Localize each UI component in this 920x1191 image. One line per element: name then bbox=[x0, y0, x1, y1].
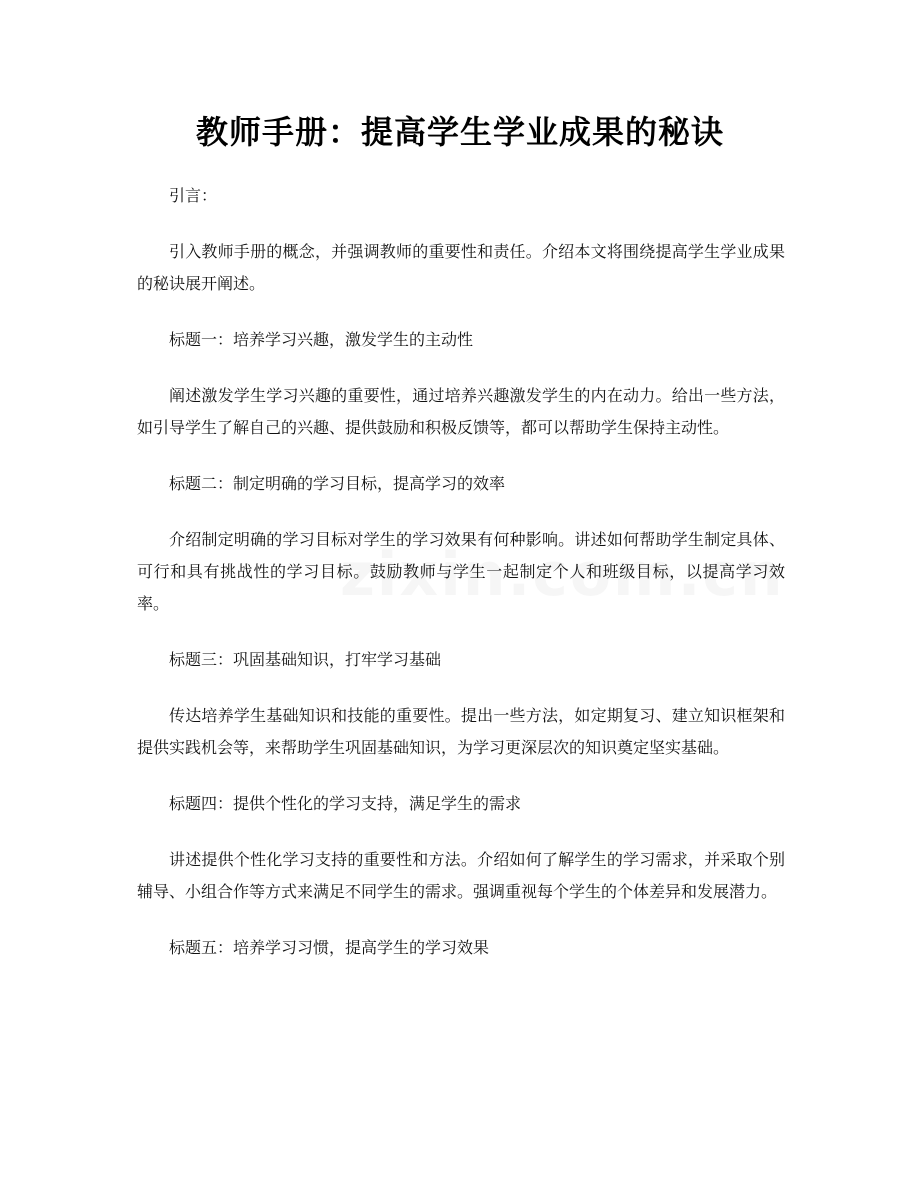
spacer bbox=[137, 620, 785, 644]
section-heading-3: 标题三：巩固基础知识，打牢学习基础 bbox=[169, 650, 442, 669]
spacer bbox=[137, 212, 785, 236]
spacer bbox=[137, 676, 785, 700]
section-heading-1: 标题一：培养学习兴趣，激发学生的主动性 bbox=[169, 330, 474, 349]
paragraph-4: 讲述提供个性化学习支持的重要性和方法。介绍如何了解学生的学习需求，并采取个别辅导、小组合作等方式来满足不同学生的需求。强调重视每个学生的个体差异和发展潜力。 bbox=[137, 850, 785, 901]
paragraph-1: 阐述激发学生学习兴趣的重要性，通过培养兴趣激发学生的内在动力。给出一些方法，如引导学生了解自己的兴趣、提供鼓励和积极反馈等，都可以帮助学生保持主动性。 bbox=[137, 386, 785, 437]
section-heading-intro: 引言： bbox=[169, 186, 218, 205]
paragraph-intro: 引入教师手册的概念，并强调教师的重要性和责任。介绍本文将围绕提高学生学业成果的秘诀展开阐述。 bbox=[137, 242, 785, 293]
spacer bbox=[137, 908, 785, 932]
section-heading-5: 标题五：培养学习习惯，提高学生的学习效果 bbox=[169, 938, 490, 957]
spacer bbox=[137, 500, 785, 524]
spacer bbox=[137, 356, 785, 380]
spacer bbox=[137, 444, 785, 468]
document-body bbox=[137, 180, 785, 964]
spacer bbox=[137, 820, 785, 844]
document-title: 教师手册：提高学生学业成果的秘诀 bbox=[195, 113, 724, 151]
section-heading-4: 标题四：提供个性化的学习支持，满足学生的需求 bbox=[169, 794, 522, 813]
spacer bbox=[137, 764, 785, 788]
spacer bbox=[137, 300, 785, 324]
paragraph-2: 介绍制定明确的学习目标对学生的学习效果有何种影响。讲述如何帮助学生制定具体、可行和具有挑战性的学习目标。鼓励教师与学生一起制定个人和班级目标，以提高学习效率。 bbox=[137, 530, 785, 613]
paragraph-3: 传达培养学生基础知识和技能的重要性。提出一些方法，如定期复习、建立知识框架和提供实践机会等，来帮助学生巩固基础知识，为学习更深层次的知识奠定坚实基础。 bbox=[137, 706, 785, 757]
section-heading-2: 标题二：制定明确的学习目标，提高学习的效率 bbox=[169, 474, 506, 493]
